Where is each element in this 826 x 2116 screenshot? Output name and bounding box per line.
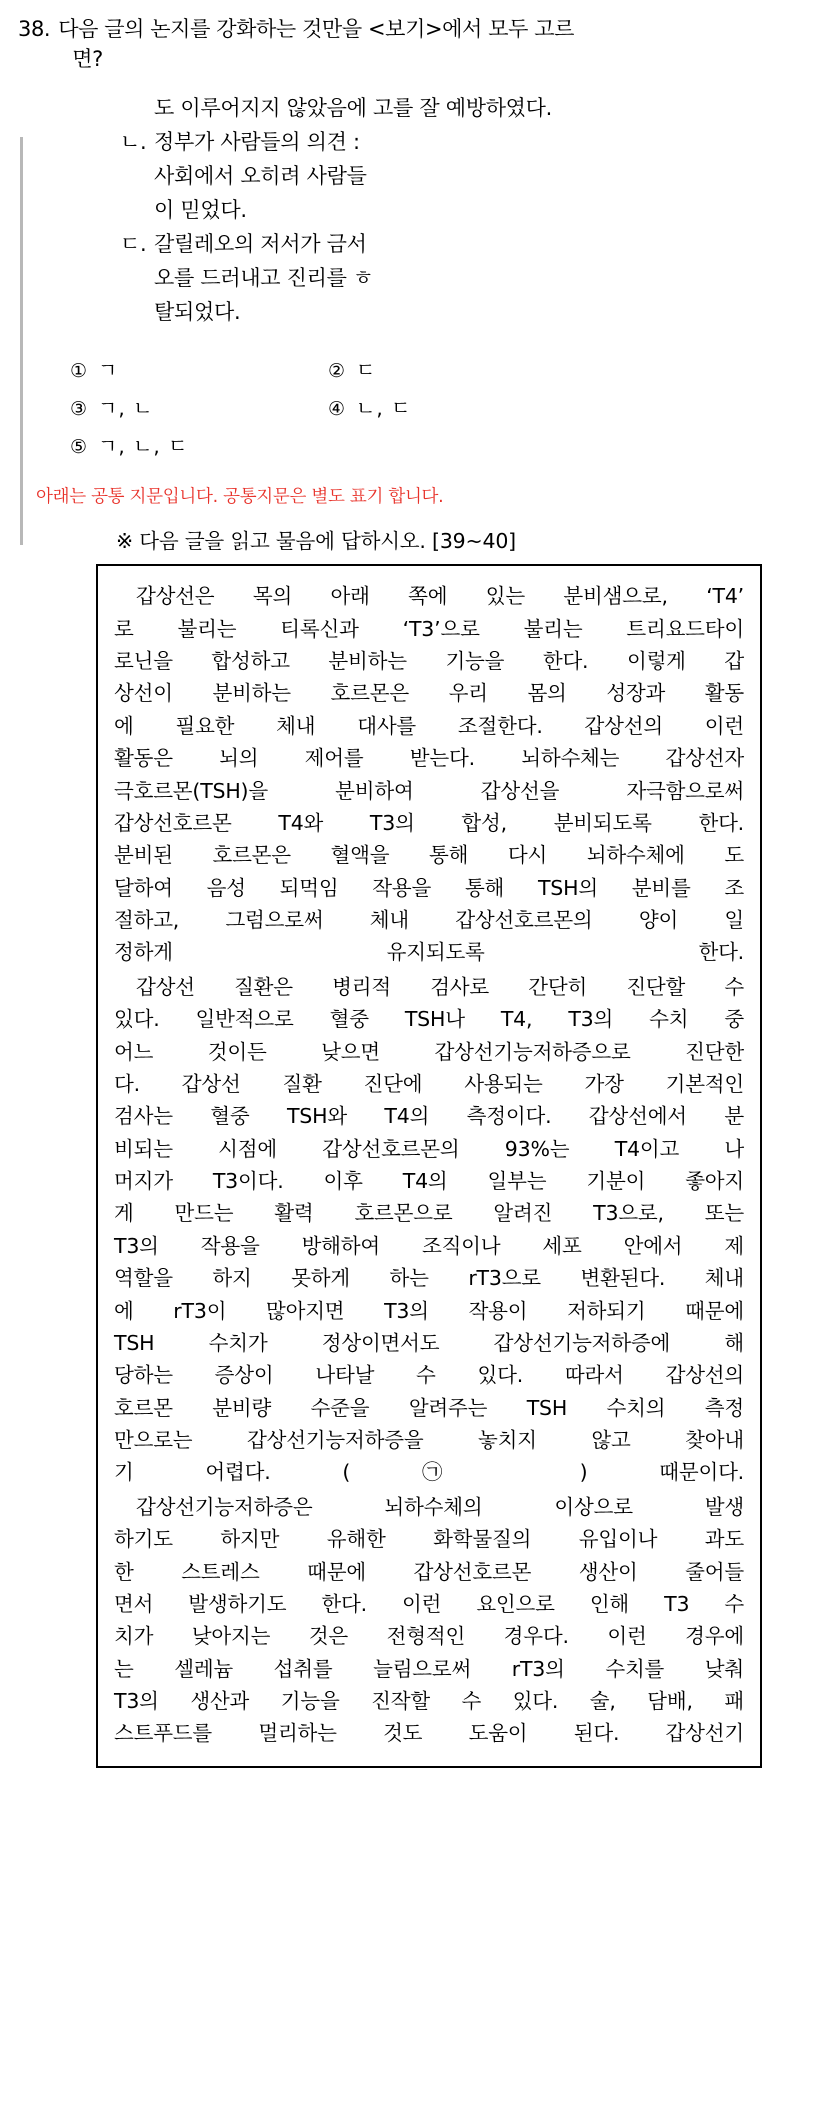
passage-line: T3의 생산과 기능을 진작할 수 있다. 술, 담배, 패: [114, 1689, 744, 1714]
answer-option-5[interactable]: [70, 427, 328, 465]
passage-line: 있다. 일반적으로 혈중 TSH나 T4, T3의 수치 중: [114, 1007, 744, 1032]
passage-line: 분비된 호르몬은 혈액을 통해 다시 뇌하수체에 도: [114, 843, 744, 868]
option-label: ㄱ, ㄴ, ㄷ: [98, 434, 189, 459]
passage-line: 활동은 뇌의 제어를 받는다. 뇌하수체는 갑상선자: [114, 746, 744, 771]
option-label: ㄷ: [356, 357, 377, 382]
boxi-line: 탈되었다.: [154, 299, 241, 324]
question-text-line1: 다음 글의 논지를 강화하는 것만을 <보기>에서 모두 고르: [58, 17, 575, 41]
passage-line: 갑상선호르몬 T4와 T3의 합성, 분비되도록 한다.: [114, 810, 744, 835]
answer-option-2[interactable]: [328, 351, 376, 389]
question-number: 38.: [18, 17, 51, 41]
boxi-line: 갈릴레오의 저서가 금서: [154, 231, 367, 256]
passage-line: 로닌을 합성하고 분비하는 기능을 한다. 이렇게 갑: [114, 649, 744, 674]
option-label: ㄱ, ㄴ: [98, 396, 154, 421]
answer-option-row: [70, 427, 798, 465]
option-circle: ①: [70, 359, 89, 382]
boxi-line: 정부가 사람들의 의견 :: [154, 129, 360, 154]
boxi-line: 도 이루어지지 않았음에: [154, 95, 367, 120]
passage-line: 한 스트레스 때문에 갑상선호르몬 생산이 줄어들: [114, 1559, 744, 1584]
passage-line: 에 rT3이 많아지면 T3의 작용이 저하되기 때문에: [114, 1298, 744, 1323]
passage-box: [96, 564, 762, 1768]
passage-line: 는 셀레늄 섭취를 늘림으로써 rT3의 수치를 낮춰: [114, 1656, 744, 1681]
passage-line: 호르몬 분비량 수준을 알려주는 TSH 수치의 측정: [114, 1395, 744, 1420]
shared-passage-notice: 아래는 공통 지문입니다. 공통지문은 별도 표기 합니다.: [36, 487, 444, 508]
boxi-line: 이 믿었다.: [154, 197, 247, 222]
passage-paragraph-2: [114, 971, 744, 1489]
passage-line: T3의 작용을 방해하여 조직이나 세포 안에서 제: [114, 1233, 744, 1258]
passage-line: 역할을 하지 못하게 하는 rT3으로 변환된다. 체내: [114, 1266, 744, 1291]
passage-line: 로 불리는 티록신과 ‘T3’으로 불리는 트리요드타이: [114, 616, 744, 641]
boxi-inner: [120, 91, 798, 329]
option-circle: ④: [328, 398, 347, 421]
passage-line: 만으로는 갑상선기능저하증을 놓치지 않고 찾아내: [114, 1428, 744, 1453]
boxi-item-fragment: [154, 91, 798, 125]
answer-options: [18, 351, 798, 465]
boxi-item-mark: ㄷ.: [120, 231, 147, 256]
question-text-line2: 면?: [72, 47, 103, 72]
passage-line: 머지가 T3이다. 이후 T4의 일부는 기분이 좋아지: [114, 1169, 744, 1194]
passage-paragraph-3: [114, 1491, 744, 1750]
passage-line: 갑상선 질환은 병리적 검사로 간단히 진단할 수: [136, 974, 744, 999]
passage-line: 다. 갑상선 질환 진단에 사용되는 가장 기본적인: [114, 1071, 744, 1096]
boxi-item: [120, 125, 798, 227]
passage-line: 정하게 유지되도록 한다.: [114, 940, 744, 965]
option-label: ㄴ, ㄷ: [356, 396, 412, 421]
boxi-left-rule: [20, 137, 23, 545]
boxi-item-mark: ㄴ.: [120, 129, 147, 154]
passage-line: 비되는 시점에 갑상선호르몬의 93%는 T4이고 나: [114, 1136, 744, 1161]
question-text: [58, 14, 798, 75]
passage-line: 에 필요한 체내 대사를 조절한다. 갑상선의 이런: [114, 713, 744, 738]
passage-paragraph-1: [114, 580, 744, 969]
passage-line: TSH 수치가 정상이면서도 갑상선기능저하증에 해: [114, 1330, 744, 1355]
passage-line: 검사는 혈중 TSH와 T4의 측정이다. 갑상선에서 분: [114, 1104, 744, 1129]
passage-line: 상선이 분비하는 호르몬은 우리 몸의 성장과 활동: [114, 681, 744, 706]
passage-line: 스트푸드를 멀리하는 것도 도움이 된다. 갑상선기: [114, 1721, 744, 1746]
passage-line: 게 만드는 활력 호르몬으로 알려진 T3으로, 또는: [114, 1201, 744, 1226]
passage-line: 갑상선기능저하증은 뇌하수체의 이상으로 발생: [136, 1494, 744, 1519]
passage-line: 달하여 음성 되먹임 작용을 통해 TSH의 분비를 조: [114, 875, 744, 900]
answer-option-4[interactable]: [328, 389, 411, 427]
passage-line: 갑상선은 목의 아래 쪽에 있는 분비샘으로, ‘T4’: [136, 584, 744, 609]
passage-line: 하기도 하지만 유해한 화학물질의 유입이나 과도: [114, 1527, 744, 1552]
boxi-line: 사회에서 오히려 사람들: [154, 163, 367, 188]
option-label: ㄱ: [98, 357, 119, 382]
boxi-item-lines: [154, 227, 798, 329]
option-circle: ⑤: [70, 436, 89, 459]
passage-instruction: ※ 다음 글을 읽고 물음에 답하시오. [39~40]: [116, 529, 516, 554]
question-38: [18, 14, 798, 75]
answer-option-row: [70, 351, 798, 389]
boxi-container: [18, 91, 798, 329]
boxi-line: 고를 잘 예방하였다.: [373, 95, 553, 120]
option-circle: ②: [328, 359, 347, 382]
boxi-item-lines: [154, 125, 798, 227]
passage-line: 절하고, 그럼으로써 체내 갑상선호르몬의 양이 일: [114, 908, 744, 933]
answer-option-3[interactable]: [70, 389, 328, 427]
answer-option-1[interactable]: [70, 351, 328, 389]
boxi-line: 오를 드러내고 진리를 ㅎ: [154, 265, 373, 290]
answer-option-row: [70, 389, 798, 427]
boxi-item: [120, 227, 798, 329]
passage-line: 당하는 증상이 나타날 수 있다. 따라서 갑상선의: [114, 1363, 744, 1388]
passage-line: 치가 낮아지는 것은 전형적인 경우다. 이런 경우에: [114, 1624, 744, 1649]
passage-line: 기 어렵다. ( ㉠ ) 때문이다.: [114, 1460, 744, 1485]
passage-line: 어느 것이든 낮으면 갑상선기능저하증으로 진단한: [114, 1039, 744, 1064]
passage-line: 면서 발생하기도 한다. 이런 요인으로 인해 T3 수: [114, 1591, 744, 1616]
passage-line: 극호르몬(TSH)을 분비하여 갑상선을 자극함으로써: [114, 778, 744, 803]
option-circle: ③: [70, 398, 89, 421]
